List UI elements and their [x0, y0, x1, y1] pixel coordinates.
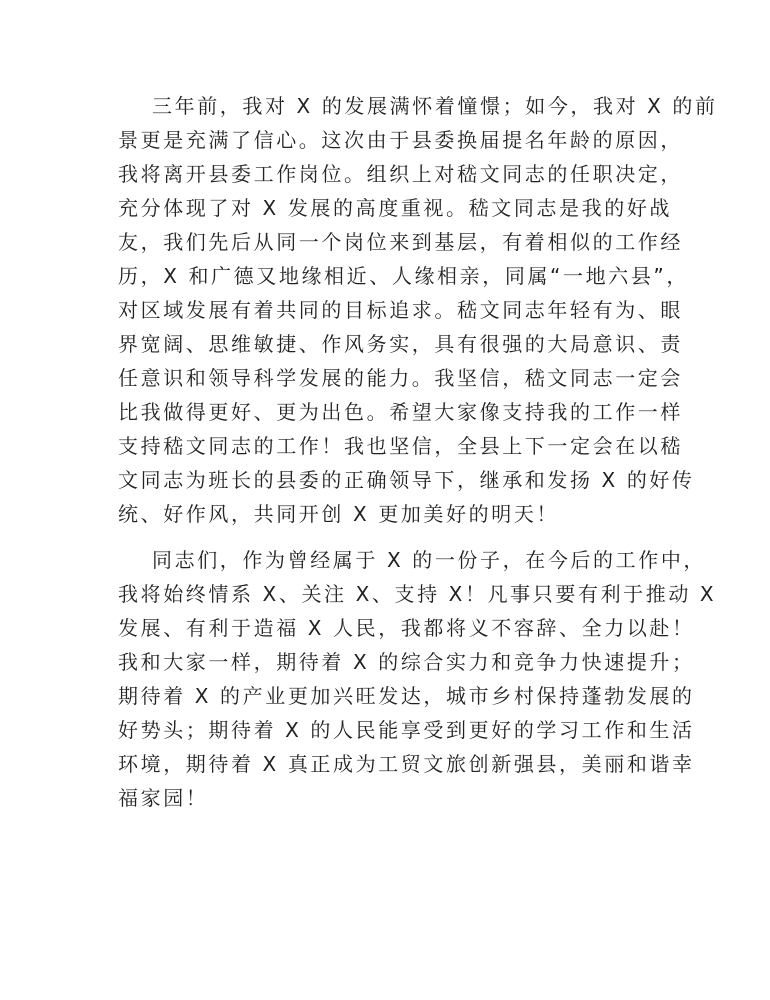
paragraph-1-line-2: 景更是充满了信心。这次由于县委换届提名年龄的原因， [118, 128, 683, 152]
paragraph-1-line-6: 历，X 和广德又地缘相近、人缘相亲，同属“一地六县”， [118, 264, 689, 288]
paragraph-1-line-3: 我将离开县委工作岗位。组织上对嵇文同志的任职决定， [118, 162, 683, 186]
paragraph-1-line-7: 对区域发展有着共同的目标追求。嵇文同志年轻有为、眼 [118, 298, 683, 322]
paragraph-2-line-2: 我将始终情系 X、关注 X、支持 X！凡事只要有利于推动 X [118, 582, 717, 606]
paragraph-1-line-8: 界宽阔、思维敏捷、作风务实，具有很强的大局意识、责 [118, 332, 683, 356]
paragraph-2-line-5: 期待着 X 的产业更加兴旺发达，城市乡村保持蓬勃发展的 [118, 684, 695, 708]
paragraph-1-line-11: 支持嵇文同志的工作！我也坚信，全县上下一定会在以嵇 [118, 434, 683, 458]
paragraph-2-line-8: 福家园！ [118, 786, 209, 810]
paragraph-2-line-3: 发展、有利于造福 X 人民，我都将义不容辞、全力以赴！ [118, 616, 695, 640]
paragraph-2-line-4: 我和大家一样，期待着 X 的综合实力和竞争力快速提升； [118, 650, 695, 674]
paragraph-1-line-1: 三年前，我对 X 的发展满怀着憧憬；如今，我对 X 的前 [152, 94, 718, 118]
paragraph-1-line-12: 文同志为班长的县委的正确领导下，继承和发扬 X 的好传 [118, 468, 695, 492]
paragraph-2-line-7: 环境，期待着 X 真正成为工贸文旅创新强县，美丽和谐幸 [118, 752, 695, 776]
paragraph-1-line-10: 比我做得更好、更为出色。希望大家像支持我的工作一样 [118, 400, 683, 424]
paragraph-1-line-13: 统、好作风，共同开创 X 更加美好的明天！ [118, 502, 560, 526]
paragraph-1-line-4: 充分体现了对 X 发展的高度重视。嵇文同志是我的好战 [118, 196, 673, 220]
paragraph-1-line-5: 友，我们先后从同一个岗位来到基层，有着相似的工作经 [118, 230, 683, 254]
paragraph-2-line-6: 好势头；期待着 X 的人民能享受到更好的学习工作和生活 [118, 718, 695, 742]
paragraph-2-line-1: 同志们，作为曾经属于 X 的一份子，在今后的工作中， [152, 548, 707, 572]
paragraph-1-line-9: 任意识和领导科学发展的能力。我坚信，嵇文同志一定会 [118, 366, 683, 390]
